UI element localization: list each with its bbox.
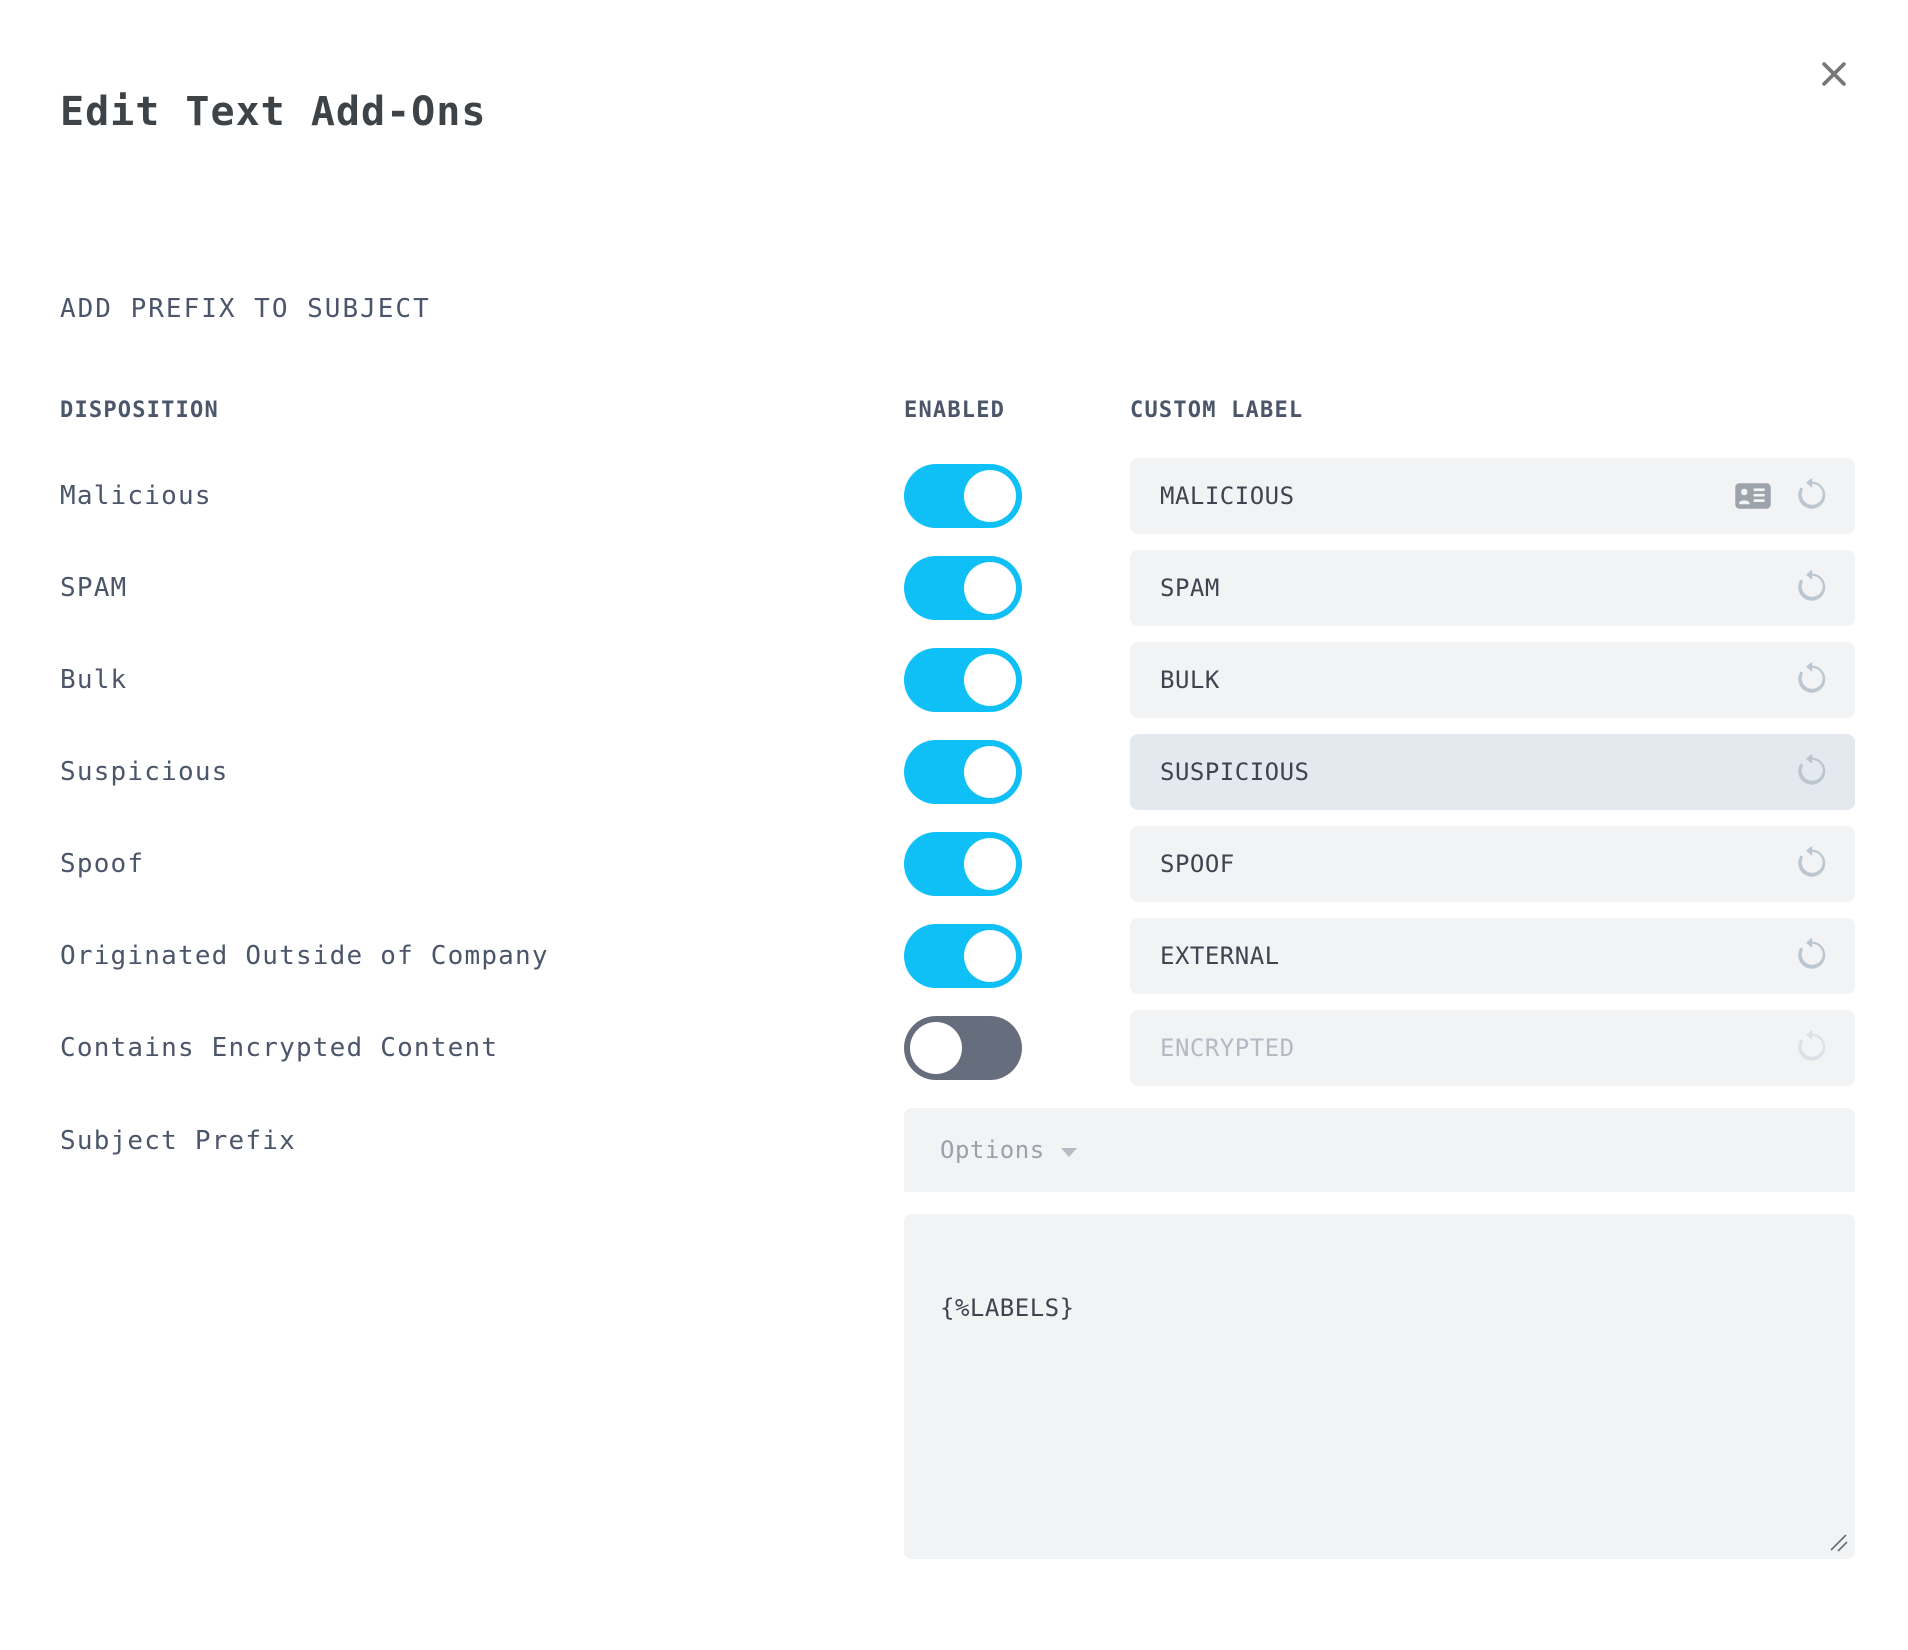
enabled-toggle[interactable] (904, 740, 1022, 804)
input-cell (1130, 642, 1855, 718)
table-row-suspicious (60, 726, 1855, 818)
disposition-label: SPAM (60, 573, 128, 603)
custom-label-value: MALICIOUS (1160, 482, 1295, 510)
page-title: Edit Text Add-Ons (60, 89, 487, 135)
custom-label-value: SPAM (1160, 574, 1220, 602)
input-icons (1791, 844, 1831, 884)
column-header-disposition: DISPOSITION (60, 398, 219, 423)
enabled-toggle[interactable] (904, 1016, 1022, 1080)
custom-label-input (1130, 1010, 1855, 1086)
input-cell (1130, 918, 1855, 994)
input-icons (1791, 568, 1831, 608)
input-cell (1130, 458, 1855, 534)
enabled-toggle[interactable] (904, 924, 1022, 988)
reset-undo-icon[interactable] (1791, 568, 1831, 608)
table-row-bulk (60, 634, 1855, 726)
column-header-enabled: ENABLED (904, 398, 1006, 423)
subject-prefix-label: Subject Prefix (60, 1126, 296, 1156)
toggle-cell (904, 648, 1130, 712)
custom-label-input[interactable] (1130, 918, 1855, 994)
options-dropdown[interactable] (904, 1108, 1855, 1192)
enabled-toggle[interactable] (904, 832, 1022, 896)
subject-prefix-editor (904, 1094, 1855, 1559)
custom-label-input[interactable] (1130, 550, 1855, 626)
disposition-label: Bulk (60, 665, 128, 695)
resize-handle-icon[interactable] (1828, 1532, 1850, 1554)
input-icons (1791, 660, 1831, 700)
toggle-knob (964, 562, 1016, 614)
disposition-table (60, 450, 1855, 1094)
subject-prefix-section (60, 1094, 1855, 1559)
disposition-label: Originated Outside of Company (60, 941, 549, 971)
subject-prefix-textarea[interactable] (904, 1214, 1855, 1559)
reset-undo-icon[interactable] (1791, 844, 1831, 884)
input-cell (1130, 734, 1855, 810)
toggle-cell (904, 832, 1130, 896)
input-icons (1791, 1028, 1831, 1068)
reset-undo-icon[interactable] (1791, 660, 1831, 700)
input-cell (1130, 826, 1855, 902)
custom-label-value: EXTERNAL (1160, 942, 1280, 970)
toggle-knob (964, 470, 1016, 522)
custom-label-input[interactable] (1130, 826, 1855, 902)
toggle-knob (964, 746, 1016, 798)
table-row-external (60, 910, 1855, 1002)
toggle-knob (910, 1022, 962, 1074)
options-dropdown-label: Options (940, 1136, 1045, 1164)
custom-label-value: SPOOF (1160, 850, 1235, 878)
enabled-toggle[interactable] (904, 648, 1022, 712)
toggle-knob (964, 838, 1016, 890)
custom-label-value: BULK (1160, 666, 1220, 694)
custom-label-value: ENCRYPTED (1160, 1034, 1295, 1062)
toggle-knob (964, 654, 1016, 706)
section-heading: ADD PREFIX TO SUBJECT (60, 294, 431, 324)
table-row-spam (60, 542, 1855, 634)
contact-card-icon[interactable] (1733, 476, 1773, 516)
table-row-spoof (60, 818, 1855, 910)
custom-label-value: SUSPICIOUS (1160, 758, 1310, 786)
chevron-down-icon (1061, 1148, 1077, 1157)
input-icons (1791, 752, 1831, 792)
table-row-encrypted (60, 1002, 1855, 1094)
toggle-cell (904, 1016, 1130, 1080)
input-icons (1733, 476, 1831, 516)
table-row-malicious (60, 450, 1855, 542)
custom-label-input[interactable] (1130, 458, 1855, 534)
column-header-custom-label: CUSTOM LABEL (1130, 398, 1304, 423)
toggle-cell (904, 740, 1130, 804)
reset-undo-icon[interactable] (1791, 936, 1831, 976)
custom-label-input[interactable] (1130, 734, 1855, 810)
disposition-label: Spoof (60, 849, 145, 879)
toggle-cell (904, 556, 1130, 620)
close-icon (1817, 57, 1851, 91)
toggle-cell (904, 464, 1130, 528)
input-cell (1130, 1010, 1855, 1086)
table-header-row (60, 398, 1855, 423)
reset-undo-icon[interactable] (1791, 752, 1831, 792)
toggle-knob (964, 930, 1016, 982)
enabled-toggle[interactable] (904, 556, 1022, 620)
custom-label-input[interactable] (1130, 642, 1855, 718)
toggle-cell (904, 924, 1130, 988)
subject-prefix-value: {%LABELS} (940, 1294, 1075, 1322)
disposition-label: Contains Encrypted Content (60, 1033, 499, 1063)
input-cell (1130, 550, 1855, 626)
reset-undo-icon (1791, 1028, 1831, 1068)
reset-undo-icon[interactable] (1791, 476, 1831, 516)
disposition-label: Suspicious (60, 757, 229, 787)
close-button[interactable] (1812, 52, 1856, 96)
enabled-toggle[interactable] (904, 464, 1022, 528)
disposition-label: Malicious (60, 481, 212, 511)
input-icons (1791, 936, 1831, 976)
